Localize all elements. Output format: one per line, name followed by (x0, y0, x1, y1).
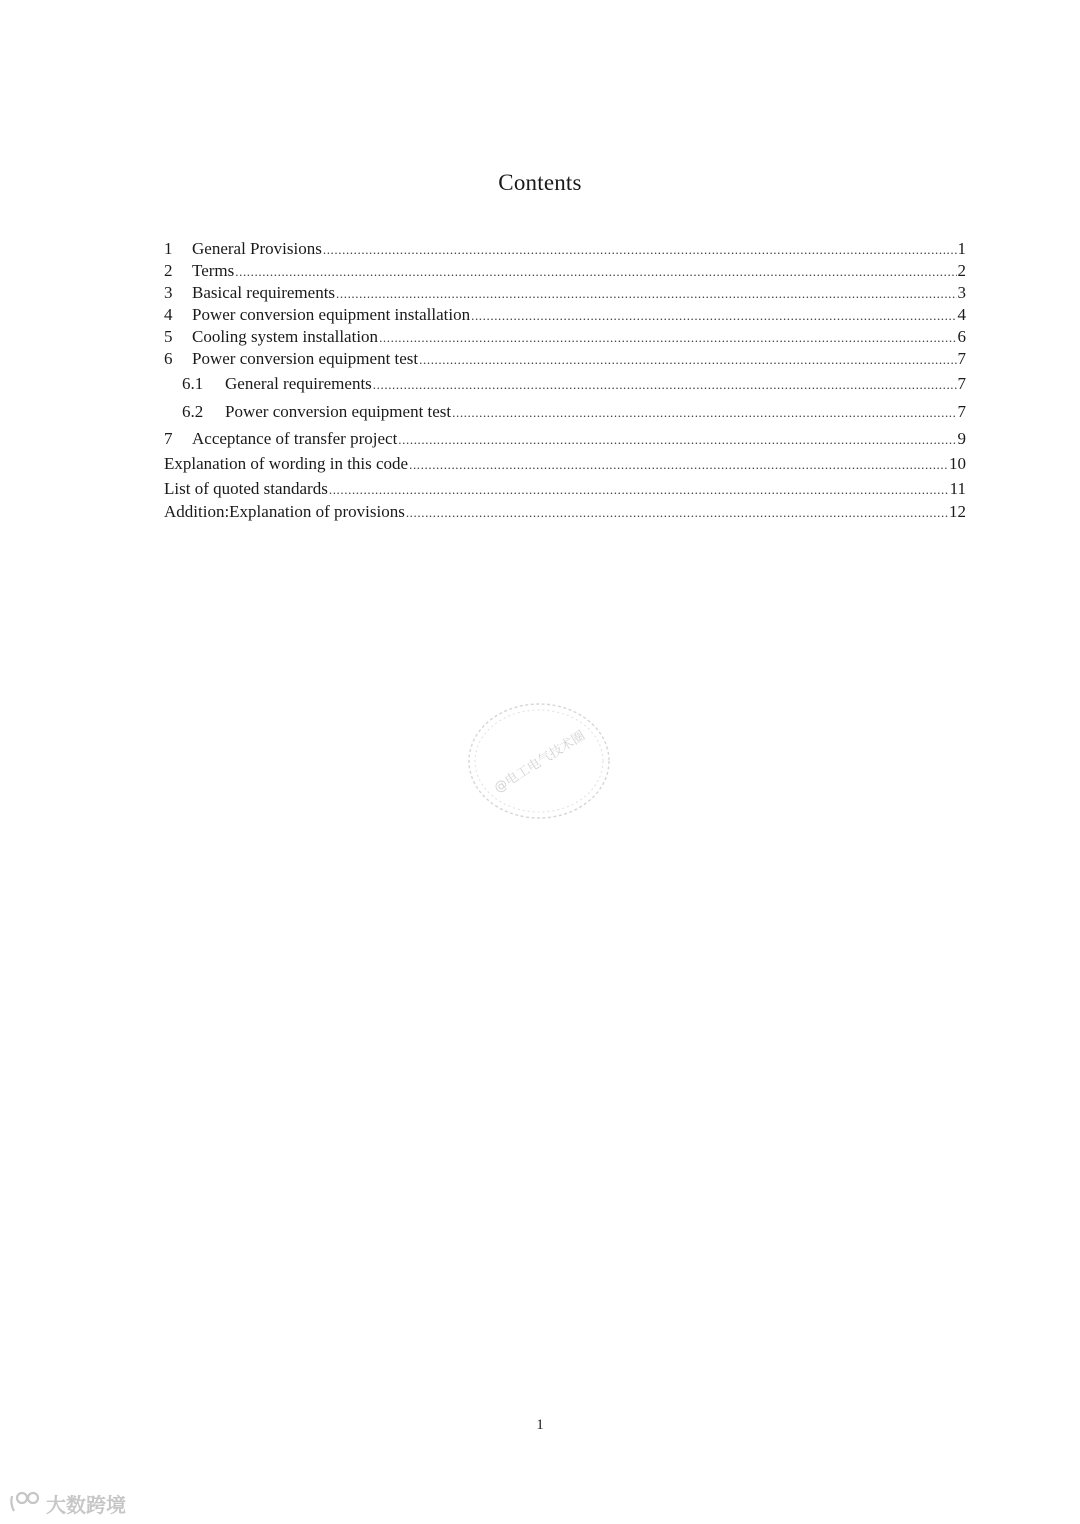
toc-entry-number: 6.2 (182, 402, 204, 421)
toc-entry-title: Power conversion equipment test (225, 402, 452, 421)
toc-entry-page: 12 (949, 502, 966, 521)
toc-entry-title: Power conversion equipment installation (192, 305, 471, 324)
toc-entry[interactable] (164, 348, 966, 370)
dot-leader (419, 349, 956, 371)
toc-entry-page: 7 (957, 374, 966, 393)
toc-entry[interactable] (164, 476, 966, 501)
page-title: Contents (498, 170, 582, 195)
toc-entry-title: Power conversion equipment test (192, 349, 419, 368)
toc-entry[interactable] (164, 260, 966, 282)
dot-leader (409, 452, 948, 477)
brand-mark-icon (11, 1493, 38, 1511)
toc-entry-number: 4 (164, 305, 173, 324)
toc-entry-title: Acceptance of transfer project (192, 429, 398, 448)
dot-leader (471, 305, 956, 327)
toc-entry[interactable] (164, 451, 966, 476)
watermark-text: @电工电气技术圈 (491, 728, 588, 797)
toc-entry-number: 3 (164, 283, 173, 302)
dot-leader (379, 327, 956, 349)
toc-entry-number: 7 (164, 429, 173, 448)
toc-entry-title: Basical requirements (192, 283, 336, 302)
dot-leader (323, 239, 957, 261)
toc-entry-page: 7 (957, 349, 966, 368)
toc-subentry[interactable] (164, 398, 966, 426)
toc-subentry[interactable] (164, 370, 966, 398)
toc-entry[interactable] (164, 238, 966, 260)
toc-entry[interactable] (164, 304, 966, 326)
toc-entry-number: 1 (164, 239, 173, 258)
toc-entry-page: 7 (957, 402, 966, 421)
brand-logo (8, 1488, 148, 1518)
toc-entry-page: 1 (957, 239, 966, 258)
toc-entry-title: Terms (192, 261, 235, 280)
toc-entry[interactable] (164, 426, 966, 451)
toc-entry-page: 11 (949, 479, 966, 498)
toc-entry-title: General requirements (225, 374, 372, 393)
table-of-contents (164, 238, 966, 523)
toc-entry-number: 5 (164, 327, 173, 346)
toc-entry[interactable] (164, 501, 966, 523)
brand-text: 大数跨境 (46, 1493, 126, 1517)
dot-leader (406, 502, 948, 524)
dot-leader (235, 261, 956, 283)
dot-leader (329, 477, 949, 502)
dot-leader (373, 371, 957, 399)
dot-leader (452, 399, 956, 427)
dot-leader (398, 427, 956, 452)
toc-entry-title: General Provisions (192, 239, 322, 258)
toc-entry-page: 6 (957, 327, 966, 346)
toc-entry-page: 10 (949, 454, 966, 473)
toc-entry-number: 6 (164, 349, 173, 368)
watermark-stamp (464, 698, 614, 824)
toc-entry-title: List of quoted standards (164, 479, 328, 498)
toc-entry-page: 3 (957, 283, 966, 302)
toc-entry-page: 4 (957, 305, 966, 324)
toc-entry-title: Addition:Explanation of provisions (164, 502, 405, 521)
toc-entry-page: 2 (957, 261, 966, 280)
toc-entry[interactable] (164, 282, 966, 304)
toc-entry[interactable] (164, 326, 966, 348)
toc-entry-number: 2 (164, 261, 173, 280)
page-number: 1 (536, 1417, 544, 1433)
toc-entry-page: 9 (957, 429, 966, 448)
toc-entry-title: Explanation of wording in this code (164, 454, 409, 473)
toc-entry-number: 6.1 (182, 374, 204, 393)
dot-leader (336, 283, 956, 305)
toc-entry-title: Cooling system installation (192, 327, 379, 346)
